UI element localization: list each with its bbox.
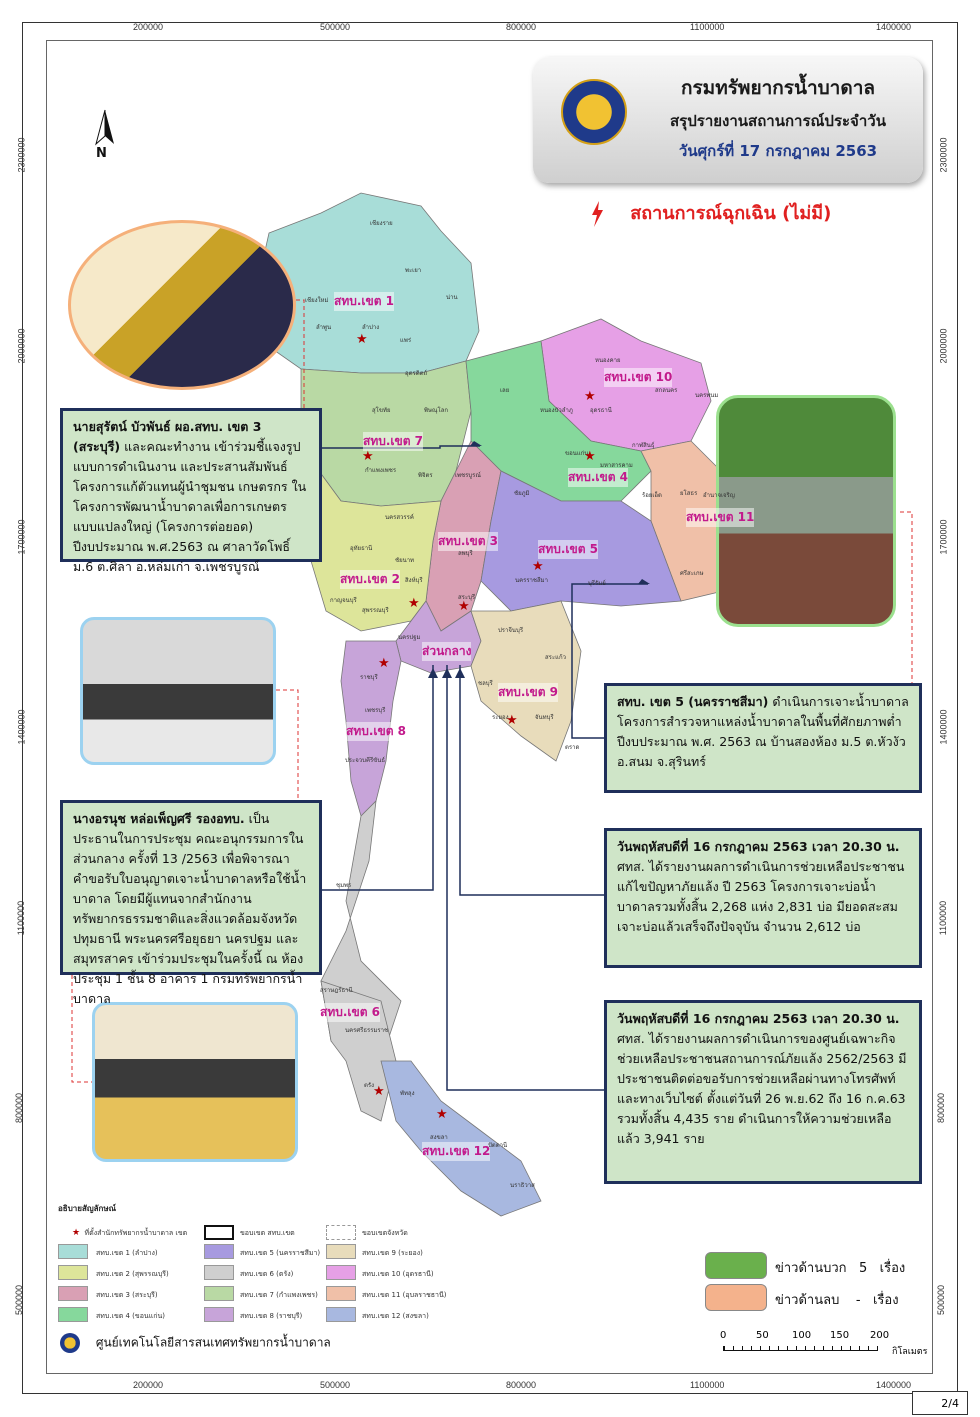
province-label: มหาสารคาม [600,462,633,469]
map-legend [58,1202,478,1221]
province-label: อำนาจเจริญ [703,492,735,499]
box4-body: ศทส. ได้รายงานผลการดำเนินการช่วยเหลือประชาชนแก้ไขปัญหาภัยแล้ง ปี 2563 โครงการเจาะบ่อน้ำบาดาลรวมทั้งสิ้น 2,268 แห่ง 2,831 บ่อ มียอดสะสมเจาะบ่อแล้วเสร็จถึงปัจจุบัน จำนวน 2,612 บ่อ [617,859,905,934]
positive-news-swatch [705,1252,767,1279]
footer-seal-logo [60,1333,80,1353]
tick-x-top-5: 1400000 [876,22,912,32]
scale-tick-100: 100 [792,1330,812,1341]
tick-y-right-5: 1100000 [938,900,949,936]
province-label: ราชบุรี [360,674,378,681]
tick-y-right-4: 1400000 [938,709,949,745]
tick-x-top-1: 200000 [133,22,164,32]
province-label: สระแก้ว [545,654,566,661]
province-label: หนองบัวลำภู [540,407,573,414]
province-label: จันทบุรี [535,714,554,721]
province-label: ชุมพร [336,882,352,889]
legend-label-9: สทบ.เขต 9 (ระยอง) [362,1249,423,1257]
province-label: ร้อยเอ็ด [642,492,662,499]
legend-swatch-4 [58,1307,88,1322]
legend-province-boundary-swatch [326,1225,356,1240]
legend-label-12: สทบ.เขต 12 (สงขลา) [362,1312,429,1320]
province-label: พะเยา [405,267,422,274]
tick-x-top-2: 500000 [320,22,351,32]
province-label: ยโสธร [680,490,698,497]
province-label: กาฬสินธุ์ [632,442,655,449]
province-label: ตรัง [364,1082,375,1089]
legend-province-boundary-label: ขอบเขตจังหวัด [362,1229,408,1237]
legend-label-4: สทบ.เขต 4 (ขอนแก่น) [96,1312,165,1320]
province-label: ปราจีนบุรี [498,627,524,634]
office-star-7: ★ [362,449,374,464]
box2-body: ดำเนินการเจาะน้ำบาดาล โครงการสำรวจหาแหล่งน้ำบาดาลในพื้นที่ศักยภาพต่ำ ปีงบประมาณ พ.ศ. 2563 ณ บ้านสองห้อง ม.5 ต.หัวงัว อ.สนม จ.สุรินทร์ [617,694,909,769]
province-label: สุโขทัย [372,407,391,414]
legend-label-6: สทบ.เขต 6 (ตรัง) [240,1270,294,1278]
province-label: สกลนคร [655,387,678,394]
legend-swatch-7 [204,1286,234,1301]
region-label-central: ส่วนกลาง [422,642,471,661]
province-label: ชัยนาท [395,557,415,564]
legend-swatch-3 [58,1286,88,1301]
office-star-2: ★ [408,596,420,611]
office-star-6: ★ [373,1084,385,1099]
region-label-5: สทบ.เขต 5 [538,540,598,559]
tick-y-left-7: 500000 [14,1284,25,1316]
positive-news-count: 5 [858,1261,868,1276]
north-label: N [96,146,107,161]
region-label-3: สทบ.เขต 3 [438,532,498,551]
office-star-1: ★ [356,332,368,347]
province-label: สระบุรี [458,594,476,601]
legend-swatch-8 [204,1307,234,1322]
province-label: เพชรบุรี [365,707,386,714]
legend-swatch-12 [326,1307,356,1322]
header-date: วันศุกร์ที่ 17 กรกฎาคม 2563 [678,142,878,160]
region-label-9: สทบ.เขต 9 [498,683,558,702]
office-star-10: ★ [584,389,596,404]
tick-x-bottom-1: 200000 [133,1380,164,1390]
province-label: ระยอง [492,714,509,721]
legend-swatch-1 [58,1244,88,1259]
region-label-10: สทบ.เขต 10 [604,368,672,387]
scale-bar-graphic [723,1346,878,1351]
header-title: กรมทรัพยากรน้ำบาดาล [680,77,876,99]
news-box-central [60,800,322,1006]
province-label: พิษณุโลก [424,407,449,414]
tick-x-top-3: 800000 [506,22,537,32]
province-label: นครศรีธรรมราช [345,1027,389,1034]
legend-swatch-9 [326,1244,356,1259]
emergency-label: สถานการณ์ฉุกเฉิน (ไม่มี) [630,203,832,224]
office-star-5: ★ [532,559,544,574]
positive-news [775,1257,905,1278]
tick-x-top-4: 1100000 [690,22,725,32]
office-star-9: ★ [506,713,518,728]
positive-news-unit: เรื่อง [879,1261,906,1276]
province-label: กำแพงเพชร [365,467,397,474]
province-label: เชียงใหม่ [305,297,329,304]
province-label: กาญจนบุรี [330,597,357,604]
legend-label-8: สทบ.เขต 8 (ราชบุรี) [240,1312,303,1320]
news-box-region3 [60,408,322,574]
region-label-4: สทบ.เขต 4 [568,468,628,487]
legend-label-10: สทบ.เขต 10 (อุดรธานี) [362,1270,434,1278]
negative-news-swatch [705,1284,767,1311]
box5-body: ศทส. ได้รายงานผลการดำเนินการของศูนย์เฉพาะกิจช่วยเหลือประชาชนสถานการณ์ภัยแล้ง 2562/2563 มีประชาชนติดต่อขอรับการช่วยเหลือผ่านทางโทรศัพท์และทางเว็บไซต์ ตั้งแต่วันที่ 26 พ.ย.62 ถึง 16 ก.ค.63 รวมทั้งสิ้น 4,435 ราย ดำเนินการให้ความช่วยเหลือแล้ว 3,941 ราย [617,1031,907,1146]
province-label: ลำปาง [362,324,380,331]
box5-heading: วันพฤหัสบดีที่ 16 กรกฎาคม 2563 เวลา 20.30 น. [617,1011,900,1026]
tick-y-left-4: 1400000 [16,709,27,745]
legend-swatch-6 [204,1265,234,1280]
legend-region-boundary-swatch [204,1225,234,1240]
legend-label-5: สทบ.เขต 5 (นครราชสีมา) [240,1249,321,1257]
box4-heading: วันพฤหัสบดีที่ 16 กรกฎาคม 2563 เวลา 20.30 น. [617,839,900,854]
region-label-11: สทบ.เขต 11 [686,508,754,527]
box2-heading: สทบ. เขต 5 (นครราชสีมา) [617,694,769,709]
province-label: พิจิตร [418,472,433,479]
tick-y-right-6: 800000 [936,1092,947,1124]
box1-body: และคณะทำงาน เข้าร่วมชี้แจงรูปแบบการดำเนินงาน และประสานสัมพันธ์โครงการแก้ตัวแทนผู้นำชุมชน เกษตรกร ในโครงการพัฒนาน้ำบาดาลเพื่อการเกษตรแบบแปลงใหญ่ (โครงการต่อยอด) ปีงบประมาณ พ.ศ.2563 ณ ศาลาวัดโพธิ์ ม.6 ต.ศิลา อ.หล่มเก่า จ.เพชรบูรณ์ [73,439,307,574]
tick-y-left-1: 2300000 [16,137,27,173]
negative-news [775,1289,899,1310]
tick-y-left-3: 1700000 [16,519,27,555]
scale-tick-150: 150 [830,1330,850,1341]
province-label: นครราชสีมา [515,577,548,584]
province-label: ลำพูน [316,324,332,331]
province-label: ชัยภูมิ [514,490,530,497]
tick-x-bottom-2: 500000 [320,1380,351,1390]
region-label-12: สทบ.เขต 12 [422,1142,490,1161]
office-star-4: ★ [584,449,596,464]
header-subtitle: สรุปรายงานสถานการณ์ประจำวัน [670,112,886,130]
scale-tick-200: 200 [870,1330,890,1341]
negative-news-count: - [855,1293,861,1308]
legend-swatch-11 [326,1286,356,1301]
province-label: ขอนแก่น [565,450,589,457]
tick-y-right-7: 500000 [936,1284,947,1316]
province-label: ตราด [565,744,580,751]
news-box-drought-center [604,1000,922,1184]
province-label: ศรีสะเกษ [680,570,704,577]
province-label: น่าน [446,294,458,301]
scale-tick-0: 0 [720,1330,727,1341]
office-star-8: ★ [378,656,390,671]
tick-y-right-2: 2000000 [938,328,949,364]
legend-label-11: สทบ.เขต 11 (อุบลราชธานี) [362,1291,447,1299]
province-label: นราธิวาส [510,1182,535,1189]
legend-label-7: สทบ.เขต 7 (กำแพงเพชร) [240,1291,318,1299]
region-label-6: สทบ.เขต 6 [320,1003,380,1022]
legend-label-3: สทบ.เขต 3 (สระบุรี) [96,1291,158,1299]
positive-news-label: ข่าวด้านบวก [775,1261,847,1276]
tick-x-bottom-3: 800000 [506,1380,537,1390]
tick-y-left-5: 1100000 [16,900,27,936]
legend-swatch-2 [58,1265,88,1280]
news-box-drought-wells [604,828,922,968]
region-label-1: สทบ.เขต 1 [334,292,394,311]
province-label: อุตรดิตถ์ [405,370,428,377]
tick-x-bottom-5: 1400000 [876,1380,912,1390]
legend-office-star: ★ ที่ตั้งสำนักทรัพยากรน้ำบาดาล เขต [72,1228,188,1238]
tick-y-right-1: 2300000 [938,137,949,173]
legend-swatch-10 [326,1265,356,1280]
province-label: ลพบุรี [458,550,473,557]
province-label: ประจวบคีรีขันธ์ [345,757,386,764]
province-label: สุราษฎร์ธานี [320,987,353,994]
box3-heading: นางอรนุช หล่อเพ็ญศรี รองอทบ. [73,811,245,826]
legend-region-boundary-label: ขอบเขต สทบ.เขต [240,1229,295,1237]
province-label: บุรีรัมย์ [588,580,606,587]
tick-y-left-6: 800000 [14,1092,25,1124]
box3-body: เป็นประธานในการประชุม คณะอนุกรรมการในส่วนกลาง ครั้งที่ 13 /2563 เพื่อพิจารณาคำขอรับใบอนุญาตเจาะน้ำบาดาลหรือใช้น้ำบาดาล โดยมีผู้แทนจากสำนักงานทรัพยากรธรรมชาติและสิ่งแวดล้อมจังหวัดปทุมธานี พระนครศรีอยุธยา นครปฐม และสมุทรสาคร เข้าร่วมประชุมในครั้งนี้ ณ ห้องประชุม 1 ชั้น 8 อาคาร 1 กรมทรัพยากรน้ำบาดาล [73,811,307,1006]
box1-heading: นายสุรัตน์ บัวพันธ์ ผอ.สทบ. เขต 3 (สระบุรี) [73,419,262,454]
scale-unit: กิโลเมตร [892,1347,928,1357]
province-label: ปัตตานี [488,1142,508,1149]
legend-swatch-5 [204,1244,234,1259]
region-label-7: สทบ.เขต 7 [363,432,423,451]
province-label: เชียงราย [370,220,393,227]
office-star-12: ★ [436,1107,448,1122]
tick-x-bottom-4: 1100000 [690,1380,725,1390]
negative-news-unit: เรื่อง [872,1293,899,1308]
province-label: ชลบุรี [478,680,493,687]
province-label: เลย [500,387,510,394]
tick-y-right-3: 1700000 [938,519,949,555]
province-label: สิงห์บุรี [405,577,423,584]
province-label: เพชรบูรณ์ [455,472,481,479]
office-star-3: ★ [458,599,470,614]
footer-text: ศูนย์เทคโนโลยีสารสนเทศทรัพยากรน้ำบาดาล [95,1335,331,1350]
legend-label-1: สทบ.เขต 1 (ลำปาง) [96,1249,158,1257]
province-label: แพร่ [400,337,412,344]
region-label-2: สทบ.เขต 2 [340,570,400,589]
negative-news-label: ข่าวด้านลบ [775,1293,840,1308]
province-label: อุดรธานี [590,407,612,414]
footer [60,1333,331,1353]
page-number: 2/4 [912,1391,968,1415]
province-label: นครสวรรค์ [385,514,414,521]
province-label: นครปฐม [398,634,421,641]
province-label: อุทัยธานี [350,545,373,552]
province-label: นครพนม [695,392,719,399]
region-label-8: สทบ.เขต 8 [346,722,406,741]
news-box-region5 [604,683,922,793]
scale-tick-50: 50 [756,1330,769,1341]
legend-label-2: สทบ.เขต 2 (สุพรรณบุรี) [96,1270,169,1278]
province-label: พัทลุง [400,1090,415,1097]
province-label: หนองคาย [595,357,621,364]
province-label: สุพรรณบุรี [362,607,389,614]
scale-bar [720,1330,928,1360]
tick-y-left-2: 2000000 [16,328,27,364]
legend-title: อธิบายสัญลักษณ์ [58,1204,117,1213]
province-label: สงขลา [430,1134,448,1141]
legend-office-label: ที่ตั้งสำนักทรัพยากรน้ำบาดาล เขต [84,1229,188,1237]
